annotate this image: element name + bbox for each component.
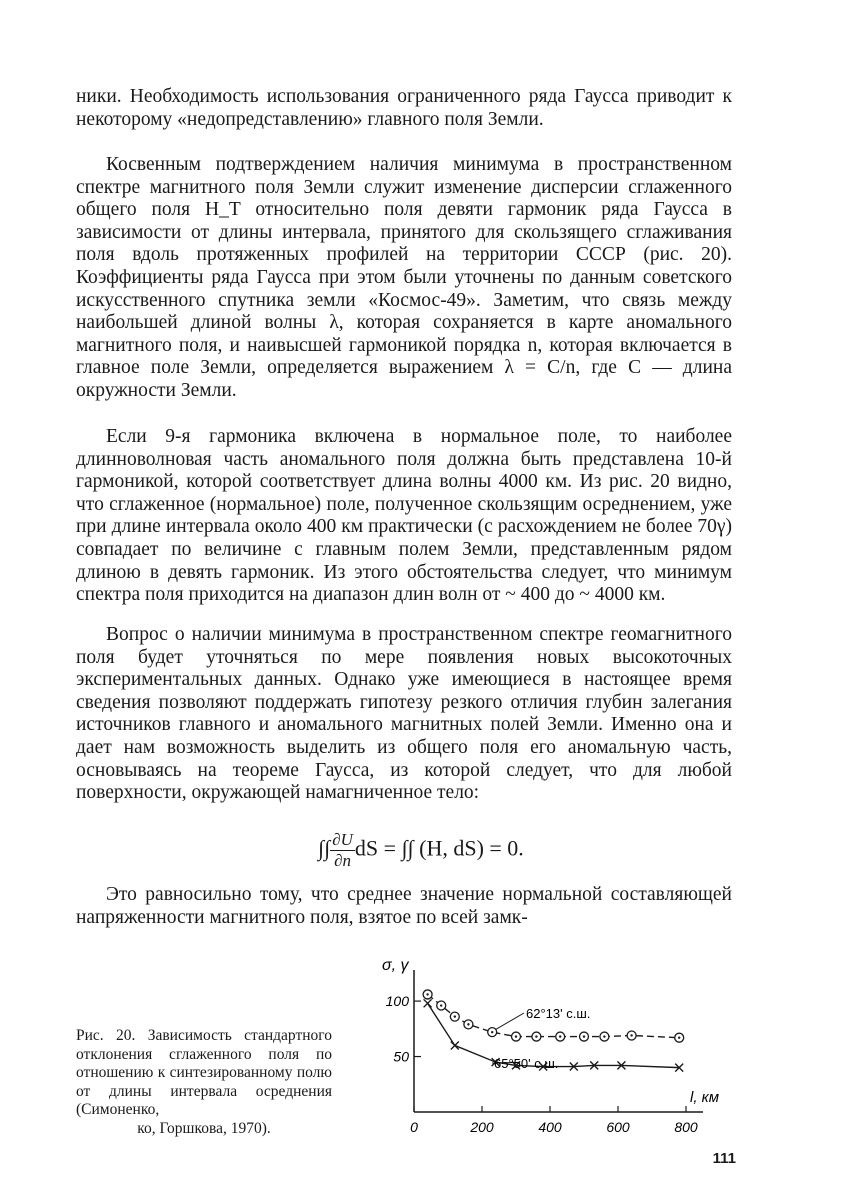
series-1-point-dot-7 xyxy=(559,1035,561,1037)
paragraph-spectrum-evidence: Косвенным подтверждением наличия минимума в пространственном спектре магнитного поля Земли служит изменение дисперсии сглаженного общего поля H_T относительно поля девяти гармоник ряда Гаусса в зависимости от длины интервала, принятого для скользящего сглаживания поля вдоль протяженных профилей на территории СССР (рис. 20). Коэффициенты ряда Гаусса при этом были уточнены по данным советского искусственного спутника земли «Космос-49». Заметим, что связь между наибольшей длиной волны λ, которая сохраняется в карте аномального магнитного поля, и наивысшей гармоникой порядка n, которая включается в главное поле Земли, определяется выражением λ = C/n, где C — длина окружности Земли. xyxy=(76,154,732,401)
page-number: 111 xyxy=(712,1150,736,1167)
series-1-point-dot-5 xyxy=(515,1035,517,1037)
paragraph-minimum-question: Вопрос о наличии минимума в пространственном спектре геомагнитного поля будет уточняться по мере появления новых высокоточных экспериментальных данных. Однако уже имеющиеся в настоящее время сведения позволяют поддержать гипотезу резкого отличия глубин залегания источников главного и аномального магнитных полей Земли. Именно она и дает нам возможность выделить из общего поля его аномальную часть, основываясь на теореме Гаусса, из которой следует, что для любой поверхности, окружающей намагниченное тело: xyxy=(76,624,732,804)
series-1-point-dot-9 xyxy=(603,1035,605,1037)
figure-20-chart xyxy=(368,950,748,1140)
formula-double-integral: ∫∫ xyxy=(318,835,331,861)
caption-main: Рис. 20. Зависимость стандартного отклонения сглаженного поля по отношению к синтезированному полю от длины интервала осреднения (Симоненко, xyxy=(76,1027,332,1119)
x-tick-label-600: 600 xyxy=(606,1119,630,1135)
x-tick-label-800: 800 xyxy=(674,1119,698,1135)
x-tick-label-0: 0 xyxy=(410,1119,418,1135)
formula-rest: dS = ∫∫ (H, dS) = 0. xyxy=(354,835,524,861)
series-2-point-1 xyxy=(451,1041,459,1049)
figure-caption xyxy=(76,1027,332,1139)
series-1-point-dot-8 xyxy=(583,1035,585,1037)
series-1-point-dot-6 xyxy=(535,1035,537,1037)
series-1-point-dot-3 xyxy=(467,1023,469,1025)
paragraph-continuation: ники. Необходимость использования ограниченного ряда Гаусса приводит к некоторому «недопредставлению» главного поля Земли. xyxy=(76,86,732,130)
series-1-label: 62°13' с.ш. xyxy=(526,1006,591,1021)
formula-numerator: ∂U xyxy=(332,830,353,849)
paragraph-equivalence: Это равносильно тому, что среднее значение нормальной составляющей напряженности магнитного поля, взятое по всей замк- xyxy=(76,884,732,928)
y-tick-label-50: 50 xyxy=(393,1048,409,1065)
y-axis-label: σ, γ xyxy=(382,957,409,974)
y-tick-label-100: 100 xyxy=(385,993,409,1010)
series-1-point-dot-0 xyxy=(426,993,428,995)
series-1-point-dot-2 xyxy=(454,1015,456,1017)
gauss-theorem-formula xyxy=(0,830,842,871)
x-tick-label-200: 200 xyxy=(470,1119,494,1135)
x-axis-label: l, км xyxy=(690,1089,720,1106)
series-2-label: 65°50' с.ш. xyxy=(494,1056,559,1071)
series-1-point-dot-4 xyxy=(491,1031,493,1033)
x-tick-label-400: 400 xyxy=(538,1119,562,1135)
formula-denominator: ∂n xyxy=(334,851,352,870)
formula-fraction xyxy=(330,830,355,871)
series-1-leader xyxy=(496,1013,524,1029)
series-1-point-dot-1 xyxy=(440,1004,442,1006)
series-2-point-0 xyxy=(424,999,432,1007)
caption-last-line: ко, Горшкова, 1970). xyxy=(137,1119,271,1137)
series-1-point-dot-11 xyxy=(678,1036,680,1038)
series-1-point-dot-10 xyxy=(630,1034,632,1036)
paragraph-ninth-harmonic: Если 9-я гармоника включена в нормальное поле, то наиболее длинноволновая часть аномального поля должна быть представлена 10-й гармоникой, которой соответствует длина волны 4000 км. Из рис. 20 видно, что сглаженное (нормальное) поле, полученное скользящим осреднением, уже при длине интервала около 400 км практически (с расхождением не более 70γ) совпадает по величине с главным полем Земли, представленным рядом длиною в девять гармоник. Из этого обстоятельства следует, что минимум спектра поля приходится на диапазон длин волн от ~ 400 до ~ 4000 км. xyxy=(76,426,732,606)
